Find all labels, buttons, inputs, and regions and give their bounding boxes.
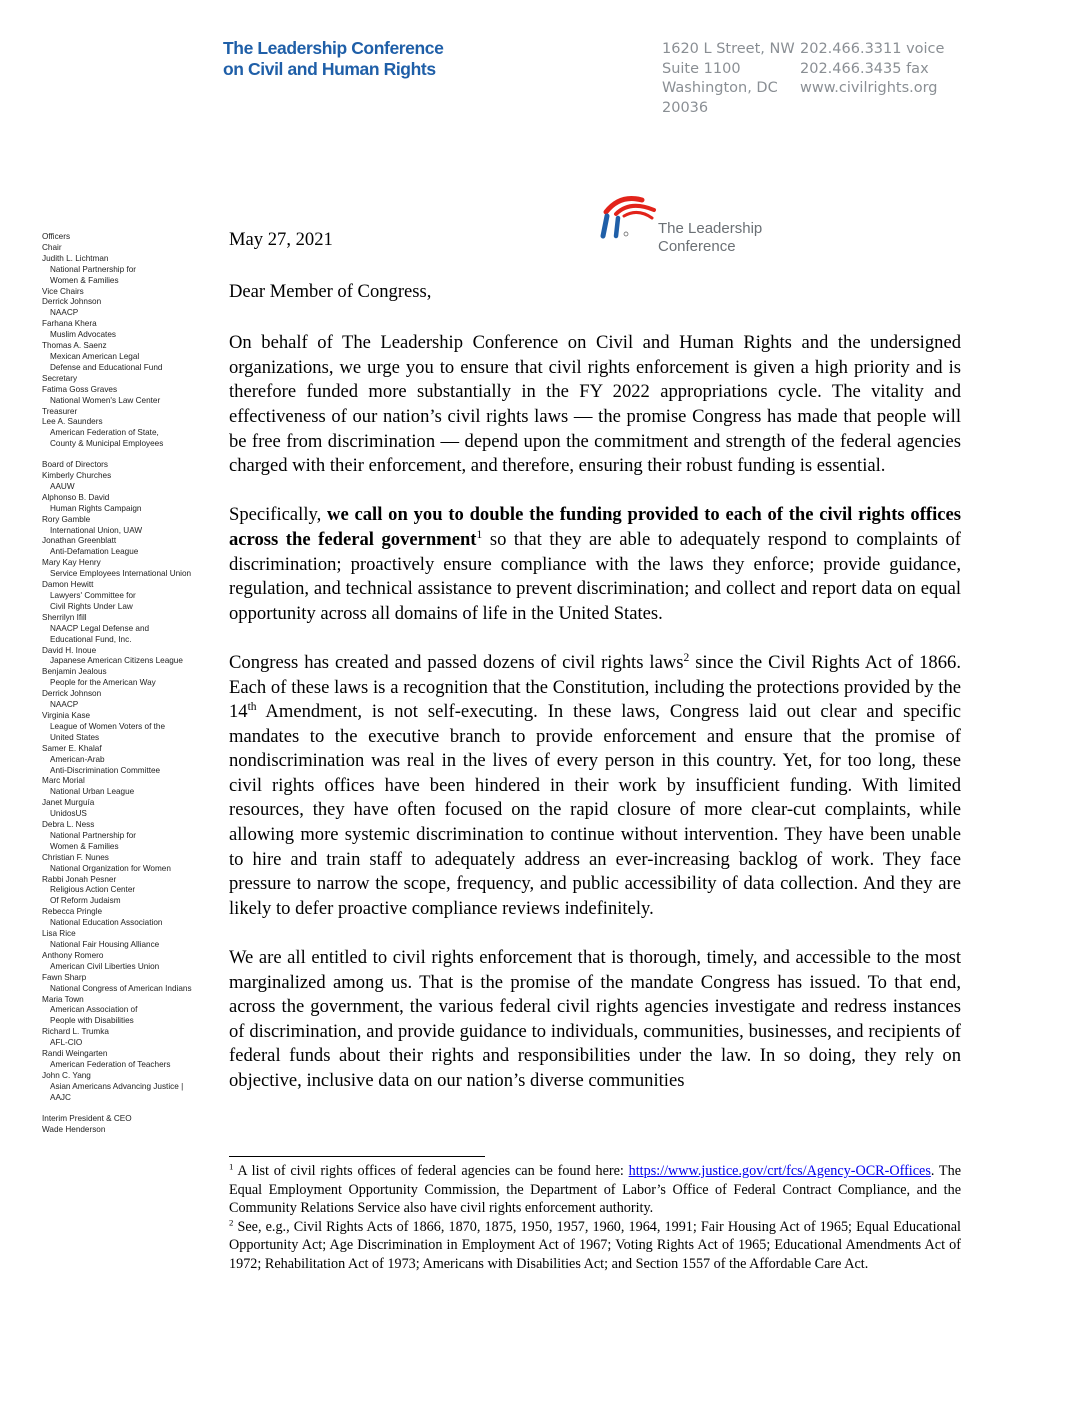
footnotes <box>229 1162 961 1273</box>
officer-entry: Samer E. Khalaf <box>42 743 102 753</box>
officer-entry: Debra L. Ness <box>42 820 95 830</box>
address-line: Suite 1100 <box>662 60 741 77</box>
officer-affiliation: AAJC <box>50 1092 71 1102</box>
officer-entry: Vice Chairs <box>42 286 84 296</box>
officer-entry: Rebecca Pringle <box>42 907 103 917</box>
phone-voice: 202.466.3311 voice <box>800 41 945 57</box>
officer-entry: Richard L. Trumka <box>42 1027 109 1037</box>
footnote-2 <box>229 1218 961 1274</box>
website[interactable]: www.civilrights.org <box>800 80 938 96</box>
footnote-1 <box>229 1162 961 1218</box>
footnote-2-text: See, e.g., Civil Rights Acts of 1866, 1870, 1875, 1950, 1957, 1960, 1964, 1991; Fair Housing Act of 1965; Equal Educational Opportunity Act; Age Discrimination in Employment Act of 1967; Voting Rights Act of 1965; Educational Amendments Act of 1972; Rehabilitation Act of 1973; Americans with Disabilities Act; and Section 1557 of the Affordable Care Act. <box>229 1218 961 1272</box>
officer-entry: Derrick Johnson <box>42 689 102 699</box>
officer-affiliation: National Women's Law Center <box>50 395 161 405</box>
officer-entry: Wade Henderson <box>42 1124 106 1134</box>
officer-entry: Rabbi Jonah Pesner <box>42 874 117 884</box>
footnote-1-end: . The Equal Employment Opportunity Commission, the Department of Labor’s Office of Federal Contract Compliance, and the Community Relations Service also have civil rights enforcement authority. <box>229 1163 961 1216</box>
officer-entry: Board of Directors <box>42 460 108 470</box>
officer-affiliation: American Civil Liberties Union <box>50 961 160 971</box>
officer-affiliation: People for the American Way <box>50 678 156 688</box>
officer-affiliation: National Partnership for <box>50 830 137 840</box>
officer-affiliation: Of Reform Judaism <box>50 896 121 906</box>
officer-entry: Rory Gamble <box>42 514 91 524</box>
officer-affiliation: Service Employees International Union <box>50 569 192 579</box>
footnote-ref-1[interactable]: 1 <box>476 528 483 541</box>
officer-affiliation: American Federation of Teachers <box>50 1059 171 1069</box>
address-block <box>662 40 795 118</box>
officer-affiliation: League of Women Voters of the <box>50 721 166 731</box>
officer-affiliation: National Partnership for <box>50 264 137 274</box>
logo-text-line2: Conference <box>658 238 736 255</box>
para3-mid: since the Civil Rights Act of 1866. Each of these laws is a recognition that the Constitution, including the protections provided by the 14 <box>229 651 961 723</box>
officer-affiliation: County & Municipal Employees <box>50 439 164 449</box>
para2-bold: we call on you to double the funding provided to each of the civil rights offices across the federal government <box>229 504 961 550</box>
officer-entry: Interim President & CEO <box>42 1113 132 1123</box>
officer-affiliation: Anti-Defamation League <box>50 547 139 557</box>
officer-affiliation: American-Arab <box>50 754 105 764</box>
officer-entry: David H. Inoue <box>42 645 97 655</box>
officer-affiliation: UnidosUS <box>50 809 87 819</box>
officer-entry: Lisa Rice <box>42 929 76 939</box>
contact-block <box>800 40 944 99</box>
officer-entry: Judith L. Lichtman <box>42 253 109 263</box>
officer-affiliation: Lawyers' Committee for <box>50 591 136 600</box>
officer-entry: Virginia Kase <box>42 710 91 720</box>
officer-entry: Treasurer <box>42 406 78 416</box>
officer-entry: Chair <box>42 242 62 252</box>
paragraph-1: On behalf of The Leadership Conference on Civil and Human Rights and the undersigned organizations, we urge you to ensure that civil rights enforcement is given a high priority and is therefore funded more substantially in the FY 2022 appropriations cycle. The vitality and effectiveness of our nation’s civil rights laws — the promise Congress has made that people will be free from discrimination — depend upon the commitment and strength of the federal agencies charged with their enforcement, and therefore, ensuring their robust funding is essential. <box>229 332 961 477</box>
officer-affiliation: International Union, UAW <box>50 525 143 535</box>
officer-affiliation: American Association of <box>50 1005 138 1015</box>
paragraph-2 <box>229 503 961 626</box>
officer-affiliation: Japanese American Citizens League <box>50 656 183 666</box>
para2-start: Specifically, <box>229 504 328 526</box>
officer-affiliation: Muslim Advocates <box>50 330 116 340</box>
officer-affiliation: Women & Families <box>50 841 119 851</box>
officer-affiliation: Civil Rights Under Law <box>50 601 133 611</box>
officer-affiliation: Defense and Educational Fund <box>50 362 163 372</box>
officer-affiliation: American Federation of State, <box>50 428 159 438</box>
officer-affiliation: Mexican American Legal <box>50 351 140 361</box>
officer-affiliation: Religious Action Center <box>50 885 136 895</box>
officer-affiliation: AAUW <box>50 481 75 491</box>
officer-entry: Farhana Khera <box>42 319 97 329</box>
officer-affiliation: National Fair Housing Alliance <box>50 940 160 949</box>
address-line: Washington, DC <box>662 80 778 96</box>
officer-entry: Janet Murguía <box>42 798 95 808</box>
officer-entry: Fawn Sharp <box>42 972 87 982</box>
footnote-1-start: A list of civil rights offices of federal agencies can be found here: <box>233 1163 629 1179</box>
agency-ocr-link[interactable]: https://www.justice.gov/crt/fcs/Agency-OCR-Offices <box>628 1163 931 1179</box>
officer-affiliation: United States <box>50 732 100 742</box>
officer-entry: Sherrilyn Ifill <box>42 612 87 622</box>
letter-body <box>229 228 961 1118</box>
org-name-line2: on Civil and Human Rights <box>223 59 436 79</box>
paragraph-3 <box>229 651 961 922</box>
officer-entry: Jonathan Greenblatt <box>42 536 117 546</box>
para3-end: Amendment, is not self-executing. In these laws, Congress laid out clear and specific mandates to the executive branch to provide enforcement and ensure that the promise of nondiscrimination was real in the lives of every person in this country. Yet, for too long, these civil rights offices have been hindered in their work by insufficient funding. With limited resources, they have often focused on the rapid closure of more clear-cut complaints, while allowing more systemic discrimination to continue without intervention. They have been unable to hire and train staff to adequately address an ever-increasing backlog of work. They face pressure to narrow the scope, frequency, and public accessibility of data collection. And they are likely to defer proactive compliance reviews indefinitely. <box>229 701 961 919</box>
org-name-line1: The Leadership Conference <box>223 38 444 58</box>
officer-entry: Mary Kay Henry <box>42 558 101 568</box>
officer-entry: Secretary <box>42 373 78 383</box>
officer-entry: Derrick Johnson <box>42 297 102 307</box>
phone-fax: 202.466.3435 fax <box>800 60 929 77</box>
officer-affiliation: NAACP <box>50 700 79 710</box>
officer-entry: Damon Hewitt <box>42 580 94 590</box>
officer-entry: Benjamin Jealous <box>42 667 107 677</box>
officer-affiliation: Anti-Discrimination Committee <box>50 765 161 775</box>
officer-entry: Thomas A. Saenz <box>42 341 107 351</box>
logo-text-line1: The Leadership <box>658 220 763 237</box>
officer-affiliation: National Education Association <box>50 918 163 928</box>
officer-affiliation: NAACP <box>50 308 79 318</box>
officer-affiliation: AFL-CIO <box>50 1038 83 1048</box>
officer-affiliation: Women & Families <box>50 275 119 285</box>
officer-entry: Fatima Goss Graves <box>42 384 118 394</box>
officer-affiliation: NAACP Legal Defense and <box>50 623 150 633</box>
officer-entry: John C. Yang <box>42 1070 91 1080</box>
ordinal-suffix: th <box>247 700 257 713</box>
officer-entry: Officers <box>42 232 71 241</box>
officer-entry: Christian F. Nunes <box>42 852 109 862</box>
footnote-2-number: 2 <box>229 1216 234 1227</box>
officer-affiliation: Human Rights Campaign <box>50 503 142 513</box>
officer-affiliation: Asian Americans Advancing Justice | <box>50 1081 184 1091</box>
paragraph-4: We are all entitled to civil rights enforcement that is thorough, timely, and accessible to the most marginalized among us. That is the promise of the mandate Congress has issued. To that end, across the government, the various federal civil rights agencies investigate and redress instances of discrimination, and provide guidance to individuals, communities, businesses, and recipients of federal funds about their rights and responsibilities under the law. In so doing, they rely on objective, inclusive data on our nation’s diverse communities <box>229 947 961 1091</box>
officer-affiliation: National Urban League <box>50 787 135 797</box>
officer-affiliation: Educational Fund, Inc. <box>50 634 132 644</box>
officers-spacer <box>42 450 222 460</box>
org-name <box>223 38 483 80</box>
officer-entry: Lee A. Saunders <box>42 417 103 427</box>
footnote-1-number: 1 <box>229 1161 234 1172</box>
para2-end: so that they are able to adequately respond to complaints of discrimination; proactively ensure compliance with the laws they enforce; provide guidance, regulation, and technical assistance to prevent discrimination; and collect and report data on equal opportunity across all domains of life in the United States. <box>229 528 962 624</box>
address-line: 1620 L Street, NW <box>662 41 795 57</box>
officers-sidebar <box>42 232 222 1135</box>
footnote-divider <box>229 1156 485 1157</box>
officer-affiliation: National Organization for Women <box>50 863 171 873</box>
officer-entry: Marc Morial <box>42 776 85 786</box>
officer-entry: Alphonso B. David <box>42 492 110 502</box>
footnote-ref-2[interactable]: 2 <box>683 651 690 664</box>
officer-entry: Anthony Romero <box>42 950 104 960</box>
address-line: 20036 <box>662 99 709 116</box>
letter-date: May 27, 2021 <box>229 229 333 250</box>
officer-entry: Maria Town <box>42 994 84 1004</box>
para3-start: Congress has created and passed dozens of civil rights laws <box>229 651 684 673</box>
officers-spacer <box>42 1104 222 1114</box>
officer-entry: Randi Weingarten <box>42 1049 108 1059</box>
officer-affiliation: National Congress of American Indians <box>50 983 192 993</box>
officer-affiliation: People with Disabilities <box>50 1016 134 1026</box>
officer-entry: Kimberly Churches <box>42 471 112 481</box>
salutation: Dear Member of Congress, <box>229 280 432 302</box>
